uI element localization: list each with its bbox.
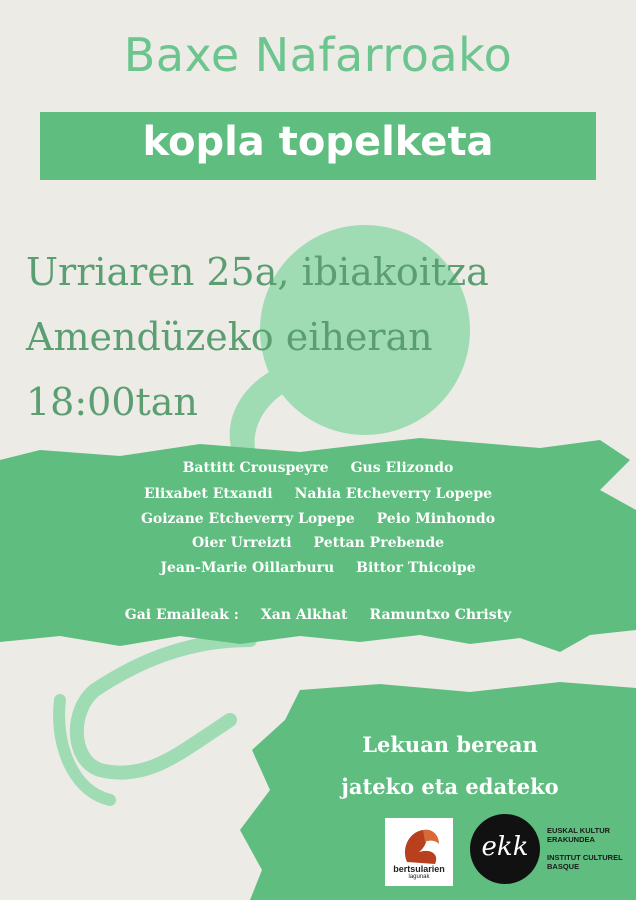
- title-line-1: Baxe Nafarroako: [123, 28, 513, 82]
- food-line-1: Lekuan berean: [362, 732, 538, 757]
- bertsularien-logo: [385, 818, 453, 886]
- participant-name: Gus Elizondo: [350, 460, 454, 476]
- participant-row: [0, 486, 636, 502]
- gai-emaileak-label: Gai Emaileak :: [124, 607, 239, 623]
- participant-name: Jean-Marie Oillarburu: [160, 560, 335, 576]
- ekk-text: EUSKAL KULTUR: [547, 826, 611, 835]
- participant-name: Oier Urreizti: [191, 535, 292, 551]
- ekk-text: ERAKUNDEA: [547, 835, 595, 844]
- participant-name: Bittor Thicoipe: [356, 560, 476, 576]
- participant-name: Battitt Crouspeyre: [182, 460, 329, 476]
- ekk-mark: ekk: [481, 832, 529, 862]
- ekk-logo: [470, 814, 540, 884]
- gai-emaile-name: Xan Alkhat: [260, 607, 348, 623]
- lagunak-text: lagunak: [408, 874, 430, 880]
- participant-row: [0, 460, 636, 476]
- participant-row: [0, 511, 636, 527]
- gai-emaileak-row: [0, 607, 636, 623]
- event-time: 18:00tan: [26, 380, 198, 424]
- participant-row: [0, 560, 636, 576]
- bertsularien-text: bertsularien: [393, 864, 445, 874]
- participant-name: Elixabet Etxandi: [143, 486, 273, 502]
- participant-name: Goizane Etcheverry Lopepe: [140, 511, 355, 527]
- ekk-text: INSTITUT CULTUREL: [547, 853, 623, 862]
- event-place: Amendüzeko eiheran: [26, 315, 433, 359]
- event-date: Urriaren 25a, ibiakoitza: [26, 250, 489, 294]
- participant-name: Peio Minhondo: [376, 511, 496, 527]
- title-line-2: kopla topelketa: [142, 119, 494, 165]
- participant-name: Nahia Etcheverry Lopepe: [294, 486, 493, 502]
- participant-name: Pettan Prebende: [313, 535, 445, 551]
- gai-emaile-name: Ramuntxo Christy: [369, 607, 512, 623]
- participant-row: [0, 535, 636, 551]
- ekk-text: BASQUE: [547, 862, 580, 871]
- food-line-2: jateko eta edateko: [341, 774, 559, 799]
